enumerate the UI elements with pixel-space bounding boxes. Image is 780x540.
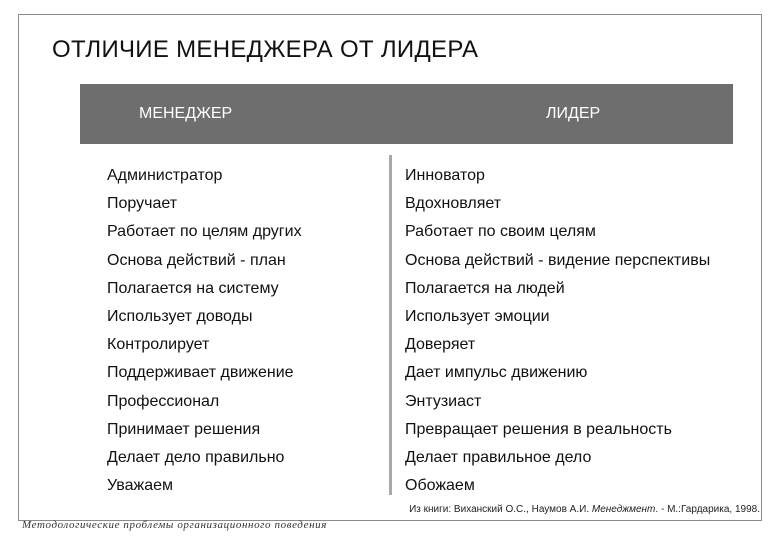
leader-trait: Использует эмоции — [405, 307, 550, 325]
leader-trait: Доверяет — [405, 336, 476, 354]
slide-title: ОТЛИЧИЕ МЕНЕДЖЕРА ОТ ЛИДЕРА — [52, 36, 479, 63]
leader-trait: Дает импульс движению — [405, 364, 588, 382]
manager-trait: Профессионал — [107, 392, 220, 410]
column-divider — [389, 155, 392, 495]
manager-trait: Поддерживает движение — [107, 364, 294, 382]
manager-trait: Контролирует — [107, 336, 210, 354]
source-book-title: Менеджмент — [591, 504, 656, 515]
leader-trait: Полагается на людей — [405, 279, 565, 297]
footer-caption: Методологические проблемы организационного поведения — [22, 519, 327, 531]
leader-trait: Превращает решения в реальность — [405, 420, 672, 438]
source-prefix: Из книги: Виханский О.С., Наумов А.И. — [409, 504, 592, 515]
manager-column — [107, 162, 302, 500]
manager-trait: Уважаем — [107, 477, 173, 495]
manager-trait: Работает по целям других — [107, 223, 302, 241]
column-header-manager: МЕНЕДЖЕР — [139, 105, 233, 122]
manager-trait: Использует доводы — [107, 307, 253, 325]
leader-trait: Энтузиаст — [405, 392, 482, 410]
manager-trait: Делает дело правильно — [107, 448, 285, 466]
manager-trait: Принимает решения — [107, 420, 261, 438]
source-suffix: . - М.:Гардарика, 1998. — [655, 504, 760, 515]
leader-trait: Вдохновляет — [405, 195, 502, 213]
leader-trait: Обожаем — [405, 477, 475, 495]
manager-trait: Администратор — [107, 167, 223, 184]
manager-trait: Полагается на систему — [107, 279, 279, 297]
manager-trait: Поручает — [107, 195, 178, 213]
source-citation — [409, 504, 760, 515]
leader-trait: Делает правильное дело — [405, 448, 592, 466]
leader-trait: Инноватор — [405, 167, 485, 184]
leader-trait: Работает по своим целям — [405, 223, 596, 241]
leader-column — [405, 162, 710, 500]
leader-trait: Основа действий - видение перспективы — [405, 251, 711, 269]
manager-trait: Основа действий - план — [107, 251, 286, 269]
column-header-leader: ЛИДЕР — [546, 105, 601, 122]
